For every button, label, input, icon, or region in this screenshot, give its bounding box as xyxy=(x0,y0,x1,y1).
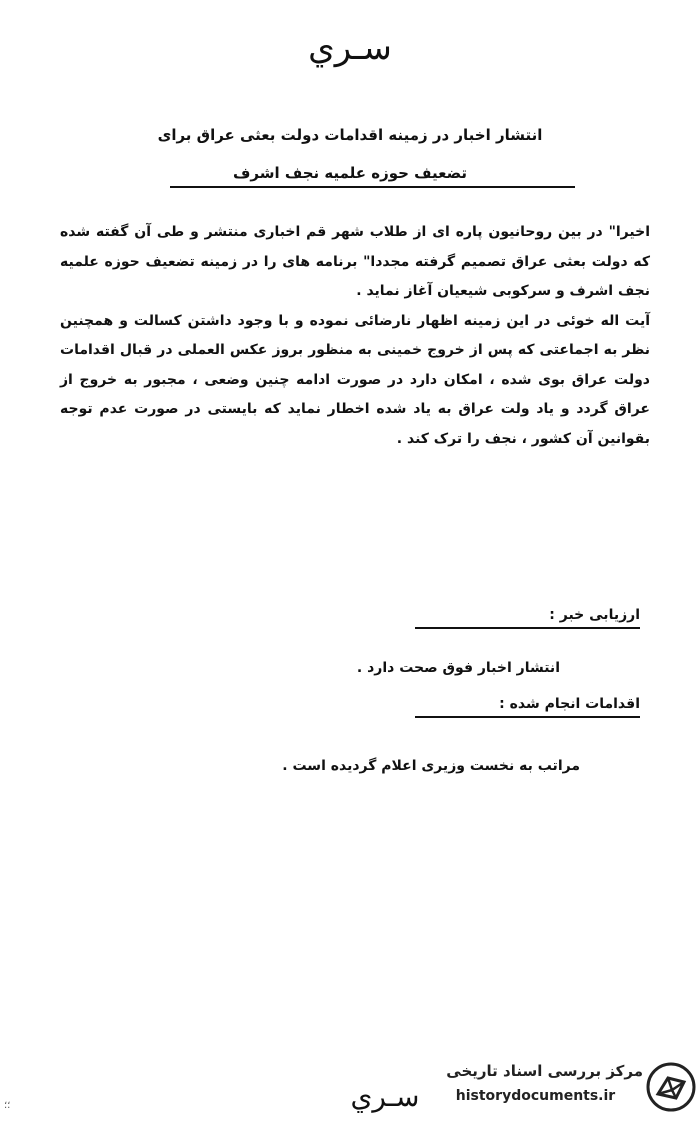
classification-top: سـري xyxy=(308,28,392,68)
report-body xyxy=(60,218,650,454)
title-line-2: تضعیف حوزه علمیه نجف اشرف xyxy=(232,164,468,182)
margin-mark: ؛؛ xyxy=(4,1100,11,1111)
evaluation-heading: ارزیابی خبر : xyxy=(415,607,640,629)
actions-section xyxy=(50,696,640,718)
watermark-url: historydocuments.ir xyxy=(455,1088,616,1104)
paragraph-2: آیت اله خوئی در این زمینه اظهار نارضائی نموده و با وجود داشتن کسالت و همچنین نظر به اجماعتی که پس از خروج خمینی به منظور بروز عکس العملی در قبال اقدامات دولت عراق بوی شده ، امکان دارد در صورت ادامه چنین وضعی ، مجبور به خروج از عراق گردد و یاد ولت عراق به یاد شده اخطار نماید که بایستی در صورت عدم توجه بقوانین آن کشور ، نجف را ترک کند . xyxy=(60,312,650,447)
document-title xyxy=(80,116,620,192)
archive-watermark xyxy=(418,1058,700,1118)
title-line-1: انتشار اخبار در زمینه اقدامات دولت بعثی عراق برای xyxy=(157,126,543,144)
watermark-title: مرکز بررسی اسناد تاریخی xyxy=(446,1062,643,1080)
paragraph-1: اخیرا" در بین روحانیون پاره ای از طلاب شهر قم اخباری منتشر و طی آن گفته شده که دولت بعثی عراق تصمیم گرفته مجددا" برنامه های را در زمینه تضعیف حوزه علمیه نجف اشرف و سرکوبی شیعیان آغاز نماید . xyxy=(60,224,650,299)
archive-logo-icon xyxy=(646,1062,696,1112)
evaluation-section xyxy=(50,607,640,629)
actions-heading: اقدامات انجام شده : xyxy=(415,696,640,718)
classification-bottom: سـري xyxy=(350,1080,420,1113)
title-underline xyxy=(170,186,575,188)
actions-text: مراتب به نخست وزیری اعلام گردیده است . xyxy=(282,758,580,774)
evaluation-text: انتشار اخبار فوق صحت دارد . xyxy=(356,660,560,676)
